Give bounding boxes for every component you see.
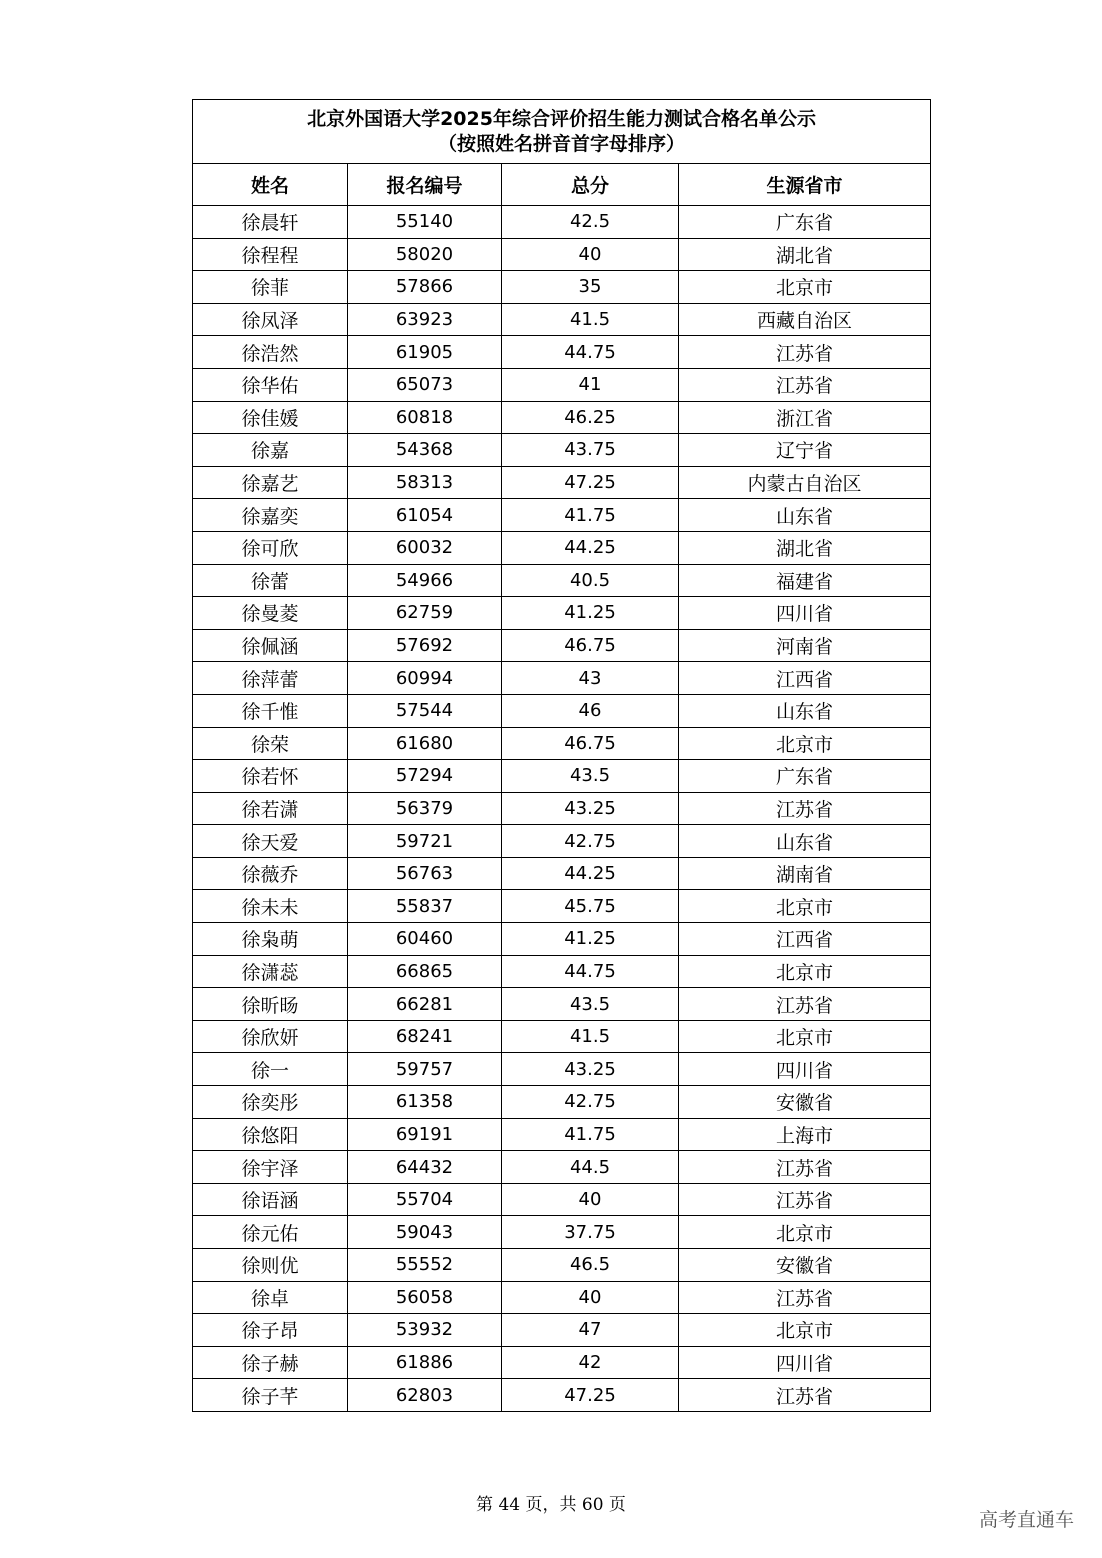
name-cell: 徐蕾 — [193, 564, 348, 597]
id-cell: 54368 — [348, 434, 502, 467]
score-cell: 40 — [502, 1281, 679, 1314]
name-cell: 徐萍蕾 — [193, 662, 348, 695]
table-row — [193, 401, 931, 434]
score-cell: 44.25 — [502, 531, 679, 564]
id-cell: 61886 — [348, 1346, 502, 1379]
table-row — [193, 792, 931, 825]
id-cell: 55140 — [348, 206, 502, 239]
score-cell: 46.75 — [502, 727, 679, 760]
score-cell: 46 — [502, 694, 679, 727]
score-cell: 41.25 — [502, 597, 679, 630]
province-cell: 江西省 — [679, 923, 931, 956]
score-cell: 46.75 — [502, 629, 679, 662]
province-cell: 山东省 — [679, 694, 931, 727]
id-cell: 55704 — [348, 1183, 502, 1216]
id-cell: 57544 — [348, 694, 502, 727]
table-row — [193, 1118, 931, 1151]
id-cell: 59757 — [348, 1053, 502, 1086]
id-cell: 60032 — [348, 531, 502, 564]
table-row — [193, 825, 931, 858]
province-cell: 福建省 — [679, 564, 931, 597]
table-row — [193, 206, 931, 239]
table-row — [193, 303, 931, 336]
table-row — [193, 1379, 931, 1412]
table-body — [193, 206, 931, 1412]
table-row — [193, 466, 931, 499]
province-cell: 江苏省 — [679, 368, 931, 401]
name-cell: 徐荣 — [193, 727, 348, 760]
table-row — [193, 434, 931, 467]
id-cell: 61905 — [348, 336, 502, 369]
score-cell: 41.75 — [502, 499, 679, 532]
province-cell: 湖北省 — [679, 531, 931, 564]
table-row — [193, 531, 931, 564]
name-cell: 徐若怀 — [193, 760, 348, 793]
table-row — [193, 694, 931, 727]
province-cell: 江苏省 — [679, 988, 931, 1021]
table-row — [193, 336, 931, 369]
table-row — [193, 1281, 931, 1314]
score-cell: 41 — [502, 368, 679, 401]
id-cell: 66281 — [348, 988, 502, 1021]
province-cell: 安徽省 — [679, 1086, 931, 1119]
province-cell: 江苏省 — [679, 1151, 931, 1184]
score-cell: 35 — [502, 271, 679, 304]
name-cell: 徐欣妍 — [193, 1020, 348, 1053]
score-cell: 41.5 — [502, 303, 679, 336]
table-row — [193, 1086, 931, 1119]
province-cell: 上海市 — [679, 1118, 931, 1151]
province-cell: 山东省 — [679, 825, 931, 858]
name-cell: 徐子赫 — [193, 1346, 348, 1379]
score-cell: 43.5 — [502, 760, 679, 793]
province-cell: 西藏自治区 — [679, 303, 931, 336]
name-cell: 徐悠阳 — [193, 1118, 348, 1151]
table-row — [193, 597, 931, 630]
table-row — [193, 1314, 931, 1347]
id-cell: 56379 — [348, 792, 502, 825]
name-cell: 徐若潇 — [193, 792, 348, 825]
score-cell: 40 — [502, 1183, 679, 1216]
name-cell: 徐嘉 — [193, 434, 348, 467]
name-cell: 徐可欣 — [193, 531, 348, 564]
score-cell: 41.75 — [502, 1118, 679, 1151]
name-cell: 徐曼菱 — [193, 597, 348, 630]
id-cell: 62803 — [348, 1379, 502, 1412]
score-cell: 43.5 — [502, 988, 679, 1021]
table-row — [193, 988, 931, 1021]
score-cell: 44.75 — [502, 336, 679, 369]
score-cell: 43 — [502, 662, 679, 695]
table-row — [193, 1183, 931, 1216]
score-cell: 42.5 — [502, 206, 679, 239]
name-cell: 徐菲 — [193, 271, 348, 304]
table-row — [193, 271, 931, 304]
watermark-text: 高考直通车 — [978, 1509, 1074, 1531]
score-cell: 40.5 — [502, 564, 679, 597]
id-cell: 61054 — [348, 499, 502, 532]
name-cell: 徐未未 — [193, 890, 348, 923]
name-cell: 徐元佑 — [193, 1216, 348, 1249]
score-cell: 47.25 — [502, 466, 679, 499]
name-cell: 徐凤泽 — [193, 303, 348, 336]
name-cell: 徐子芊 — [193, 1379, 348, 1412]
name-cell: 徐卓 — [193, 1281, 348, 1314]
id-cell: 62759 — [348, 597, 502, 630]
province-cell: 安徽省 — [679, 1249, 931, 1282]
table-row — [193, 629, 931, 662]
score-cell: 37.75 — [502, 1216, 679, 1249]
province-cell: 四川省 — [679, 1346, 931, 1379]
id-cell: 65073 — [348, 368, 502, 401]
id-cell: 61358 — [348, 1086, 502, 1119]
province-cell: 山东省 — [679, 499, 931, 532]
score-cell: 40 — [502, 238, 679, 271]
name-cell: 徐千惟 — [193, 694, 348, 727]
id-cell: 56763 — [348, 857, 502, 890]
id-cell: 64432 — [348, 1151, 502, 1184]
province-cell: 北京市 — [679, 890, 931, 923]
column-header-name: 姓名 — [193, 164, 348, 206]
province-cell: 江苏省 — [679, 1281, 931, 1314]
province-cell: 浙江省 — [679, 401, 931, 434]
table-row — [193, 923, 931, 956]
province-cell: 内蒙古自治区 — [679, 466, 931, 499]
table-row — [193, 238, 931, 271]
title-line-2: （按照姓名拼音首字母排序） — [438, 132, 686, 155]
id-cell: 54966 — [348, 564, 502, 597]
province-cell: 北京市 — [679, 271, 931, 304]
table-row — [193, 890, 931, 923]
title-line-1: 北京外国语大学2025年综合评价招生能力测试合格名单公示 — [307, 107, 816, 130]
name-cell: 徐天爱 — [193, 825, 348, 858]
score-cell: 42.75 — [502, 825, 679, 858]
id-cell: 68241 — [348, 1020, 502, 1053]
name-cell: 徐薇乔 — [193, 857, 348, 890]
id-cell: 60818 — [348, 401, 502, 434]
name-cell: 徐佳媛 — [193, 401, 348, 434]
name-cell: 徐语涵 — [193, 1183, 348, 1216]
table-row — [193, 368, 931, 401]
score-cell: 46.5 — [502, 1249, 679, 1282]
province-cell: 江苏省 — [679, 1183, 931, 1216]
id-cell: 55552 — [348, 1249, 502, 1282]
province-cell: 广东省 — [679, 760, 931, 793]
name-cell: 徐嘉奕 — [193, 499, 348, 532]
score-cell: 46.25 — [502, 401, 679, 434]
province-cell: 四川省 — [679, 597, 931, 630]
score-cell: 44.75 — [502, 955, 679, 988]
score-cell: 45.75 — [502, 890, 679, 923]
column-header-score: 总分 — [502, 164, 679, 206]
score-cell: 44.25 — [502, 857, 679, 890]
name-cell: 徐潇蕊 — [193, 955, 348, 988]
id-cell: 56058 — [348, 1281, 502, 1314]
id-cell: 61680 — [348, 727, 502, 760]
id-cell: 57866 — [348, 271, 502, 304]
score-cell: 43.25 — [502, 1053, 679, 1086]
table-title — [193, 100, 931, 164]
qualified-list-table — [192, 99, 931, 1412]
score-cell: 42 — [502, 1346, 679, 1379]
table-row — [193, 857, 931, 890]
id-cell: 69191 — [348, 1118, 502, 1151]
province-cell: 北京市 — [679, 1020, 931, 1053]
table-row — [193, 1151, 931, 1184]
name-cell: 徐嘉艺 — [193, 466, 348, 499]
id-cell: 66865 — [348, 955, 502, 988]
score-cell: 47 — [502, 1314, 679, 1347]
id-cell: 60994 — [348, 662, 502, 695]
name-cell: 徐一 — [193, 1053, 348, 1086]
table-row — [193, 564, 931, 597]
province-cell: 四川省 — [679, 1053, 931, 1086]
score-cell: 43.25 — [502, 792, 679, 825]
name-cell: 徐枭萌 — [193, 923, 348, 956]
name-cell: 徐宇泽 — [193, 1151, 348, 1184]
province-cell: 河南省 — [679, 629, 931, 662]
name-cell: 徐奕彤 — [193, 1086, 348, 1119]
id-cell: 53932 — [348, 1314, 502, 1347]
id-cell: 58020 — [348, 238, 502, 271]
id-cell: 57692 — [348, 629, 502, 662]
table-row — [193, 499, 931, 532]
name-cell: 徐程程 — [193, 238, 348, 271]
score-cell: 44.5 — [502, 1151, 679, 1184]
table-row — [193, 1020, 931, 1053]
id-cell: 63923 — [348, 303, 502, 336]
province-cell: 北京市 — [679, 1314, 931, 1347]
province-cell: 北京市 — [679, 955, 931, 988]
column-header-province: 生源省市 — [679, 164, 931, 206]
name-cell: 徐佩涵 — [193, 629, 348, 662]
table-row — [193, 1053, 931, 1086]
name-cell: 徐晨轩 — [193, 206, 348, 239]
page-number: 第 44 页，共 60 页 — [476, 1495, 626, 1515]
column-header-id: 报名编号 — [348, 164, 502, 206]
score-cell: 41.5 — [502, 1020, 679, 1053]
score-cell: 43.75 — [502, 434, 679, 467]
province-cell: 江苏省 — [679, 792, 931, 825]
name-cell: 徐华佑 — [193, 368, 348, 401]
id-cell: 57294 — [348, 760, 502, 793]
province-cell: 辽宁省 — [679, 434, 931, 467]
province-cell: 湖南省 — [679, 857, 931, 890]
score-cell: 47.25 — [502, 1379, 679, 1412]
table-row — [193, 1346, 931, 1379]
name-cell: 徐浩然 — [193, 336, 348, 369]
province-cell: 广东省 — [679, 206, 931, 239]
score-cell: 41.25 — [502, 923, 679, 956]
name-cell: 徐则优 — [193, 1249, 348, 1282]
table-row — [193, 955, 931, 988]
province-cell: 北京市 — [679, 1216, 931, 1249]
id-cell: 60460 — [348, 923, 502, 956]
table-row — [193, 1216, 931, 1249]
table-row — [193, 760, 931, 793]
province-cell: 江苏省 — [679, 336, 931, 369]
province-cell: 江苏省 — [679, 1379, 931, 1412]
province-cell: 北京市 — [679, 727, 931, 760]
table-row — [193, 727, 931, 760]
id-cell: 58313 — [348, 466, 502, 499]
province-cell: 湖北省 — [679, 238, 931, 271]
id-cell: 59043 — [348, 1216, 502, 1249]
score-cell: 42.75 — [502, 1086, 679, 1119]
name-cell: 徐昕旸 — [193, 988, 348, 1021]
table-row — [193, 1249, 931, 1282]
name-cell: 徐子昂 — [193, 1314, 348, 1347]
table-row — [193, 662, 931, 695]
id-cell: 55837 — [348, 890, 502, 923]
id-cell: 59721 — [348, 825, 502, 858]
province-cell: 江西省 — [679, 662, 931, 695]
